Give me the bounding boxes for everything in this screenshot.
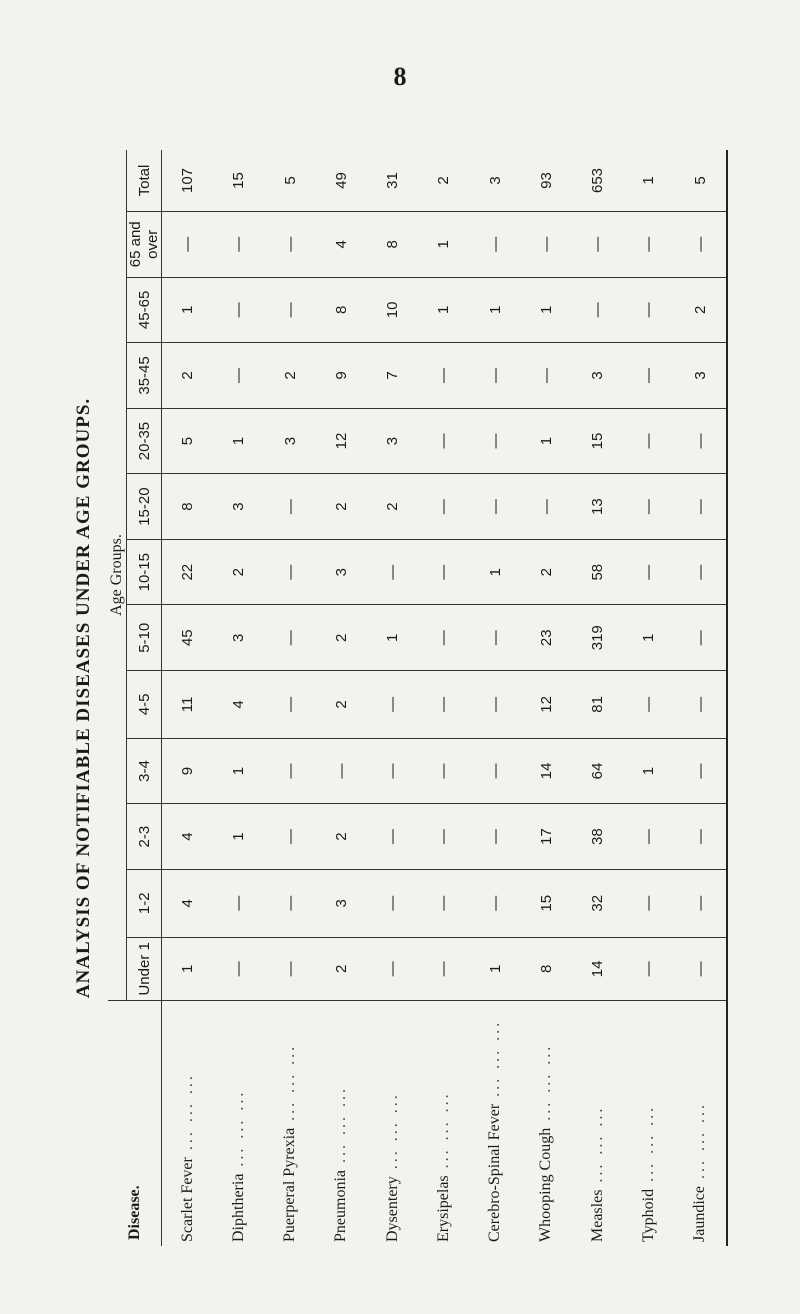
count-cell: — bbox=[213, 343, 264, 409]
count-cell: 2 bbox=[367, 474, 418, 540]
count-cell: — bbox=[521, 212, 572, 278]
count-cell: — bbox=[521, 343, 572, 409]
count-cell: 7 bbox=[367, 343, 418, 409]
disease-name-cell bbox=[521, 1001, 572, 1246]
count-cell: — bbox=[265, 804, 316, 870]
age-column-header: 4-5 bbox=[127, 671, 162, 739]
total-cell: 5 bbox=[675, 150, 727, 212]
count-cell: 3 bbox=[367, 408, 418, 474]
disease-name: Diphtheria bbox=[229, 1173, 247, 1242]
table-row bbox=[572, 150, 623, 1246]
count-cell: 22 bbox=[162, 539, 214, 605]
count-cell: — bbox=[623, 408, 674, 474]
table-row bbox=[367, 150, 418, 1246]
count-cell: 5 bbox=[162, 408, 214, 474]
dot-leader: ... ... ... bbox=[383, 1092, 401, 1177]
table-body bbox=[162, 150, 728, 1246]
count-cell: 2 bbox=[162, 343, 214, 409]
count-cell: — bbox=[675, 408, 727, 474]
count-cell: — bbox=[572, 277, 623, 343]
count-cell: — bbox=[572, 212, 623, 278]
total-cell: 31 bbox=[367, 150, 418, 212]
age-column-header: Under 1 bbox=[127, 937, 162, 1000]
count-cell: 9 bbox=[162, 738, 214, 804]
count-cell: 17 bbox=[521, 804, 572, 870]
count-cell: 13 bbox=[572, 474, 623, 540]
age-groups-header: Age Groups. bbox=[108, 150, 127, 1001]
disease-name-cell bbox=[265, 1001, 316, 1246]
rotated-table-frame bbox=[60, 150, 740, 1246]
disease-name: Pneumonia bbox=[332, 1170, 350, 1242]
count-cell: 2 bbox=[316, 605, 367, 671]
count-cell: — bbox=[675, 474, 727, 540]
count-cell: — bbox=[367, 539, 418, 605]
disease-name-cell bbox=[675, 1001, 727, 1246]
count-cell: 3 bbox=[316, 869, 367, 937]
count-cell: — bbox=[675, 937, 727, 1000]
count-cell: — bbox=[213, 937, 264, 1000]
count-cell: 3 bbox=[265, 408, 316, 474]
page-number: 8 bbox=[393, 62, 407, 91]
count-cell: 3 bbox=[675, 343, 727, 409]
count-cell: 2 bbox=[316, 804, 367, 870]
count-cell: — bbox=[265, 474, 316, 540]
table-row bbox=[418, 150, 469, 1246]
count-cell: — bbox=[265, 277, 316, 343]
age-column-header: Total bbox=[127, 150, 162, 212]
count-cell: 64 bbox=[572, 738, 623, 804]
count-cell: — bbox=[367, 671, 418, 739]
count-cell: — bbox=[470, 605, 521, 671]
count-cell: 14 bbox=[572, 937, 623, 1000]
count-cell: 8 bbox=[162, 474, 214, 540]
count-cell: 1 bbox=[213, 804, 264, 870]
count-cell: 8 bbox=[521, 937, 572, 1000]
count-cell: 23 bbox=[521, 605, 572, 671]
disease-name: Measles bbox=[588, 1189, 606, 1242]
age-column-header: 5-10 bbox=[127, 605, 162, 671]
count-cell: — bbox=[213, 277, 264, 343]
disease-name-cell bbox=[418, 1001, 469, 1246]
count-cell: — bbox=[675, 671, 727, 739]
count-cell: — bbox=[623, 539, 674, 605]
disease-name: Dysentery bbox=[383, 1176, 401, 1242]
count-cell: 14 bbox=[521, 738, 572, 804]
count-cell: — bbox=[265, 738, 316, 804]
count-cell: 1 bbox=[213, 408, 264, 474]
count-cell: — bbox=[675, 212, 727, 278]
count-cell: — bbox=[470, 869, 521, 937]
count-cell: — bbox=[367, 804, 418, 870]
disease-name-cell bbox=[213, 1001, 264, 1246]
count-cell: — bbox=[470, 474, 521, 540]
count-cell: 15 bbox=[521, 869, 572, 937]
disease-name: Whooping Cough bbox=[537, 1127, 555, 1242]
age-column-header: 2-3 bbox=[127, 804, 162, 870]
count-cell: 2 bbox=[316, 671, 367, 739]
analysis-table bbox=[108, 150, 728, 1246]
count-cell: 12 bbox=[521, 671, 572, 739]
count-cell: 38 bbox=[572, 804, 623, 870]
count-cell: 2 bbox=[265, 343, 316, 409]
count-cell: 4 bbox=[162, 804, 214, 870]
dot-leader: ... ... ... bbox=[178, 1073, 196, 1158]
dot-leader: ... ... ... bbox=[486, 1019, 504, 1104]
count-cell: 45 bbox=[162, 605, 214, 671]
count-cell: — bbox=[418, 804, 469, 870]
count-cell: — bbox=[623, 937, 674, 1000]
disease-name: Scarlet Fever bbox=[178, 1157, 196, 1242]
disease-name: Typhoid bbox=[639, 1188, 657, 1242]
count-cell: — bbox=[265, 212, 316, 278]
disease-name-cell bbox=[470, 1001, 521, 1246]
age-column-header: 10-15 bbox=[127, 539, 162, 605]
count-cell: — bbox=[265, 605, 316, 671]
count-cell: — bbox=[623, 804, 674, 870]
count-cell: 4 bbox=[162, 869, 214, 937]
dot-leader: ... ... ... bbox=[332, 1086, 350, 1170]
count-cell: 1 bbox=[470, 539, 521, 605]
count-cell: — bbox=[418, 671, 469, 739]
count-cell: 2 bbox=[316, 474, 367, 540]
count-cell: — bbox=[418, 605, 469, 671]
age-column-header: 45-65 bbox=[127, 277, 162, 343]
total-cell: 15 bbox=[213, 150, 264, 212]
count-cell: — bbox=[418, 408, 469, 474]
count-cell: 2 bbox=[316, 937, 367, 1000]
count-cell: 3 bbox=[213, 605, 264, 671]
count-cell: 4 bbox=[316, 212, 367, 278]
disease-name-cell bbox=[162, 1001, 214, 1246]
count-cell: 8 bbox=[367, 212, 418, 278]
count-cell: 10 bbox=[367, 277, 418, 343]
count-cell: — bbox=[265, 937, 316, 1000]
count-cell: — bbox=[470, 804, 521, 870]
total-cell: 2 bbox=[418, 150, 469, 212]
count-cell: — bbox=[265, 869, 316, 937]
table-row bbox=[265, 150, 316, 1246]
count-cell: — bbox=[470, 738, 521, 804]
table-title: ANALYSIS OF NOTIFIABLE DISEASES UNDER AGE GROUPS. bbox=[73, 397, 94, 999]
count-cell: 1 bbox=[213, 738, 264, 804]
count-cell: 58 bbox=[572, 539, 623, 605]
count-cell: — bbox=[521, 474, 572, 540]
dot-leader: ... ... ... bbox=[639, 1104, 657, 1189]
count-cell: 3 bbox=[213, 474, 264, 540]
count-cell: — bbox=[265, 671, 316, 739]
count-cell: 1 bbox=[162, 277, 214, 343]
count-cell: — bbox=[623, 671, 674, 739]
count-cell: 3 bbox=[316, 539, 367, 605]
count-cell: — bbox=[316, 738, 367, 804]
count-cell: 1 bbox=[418, 277, 469, 343]
count-cell: 9 bbox=[316, 343, 367, 409]
table-row bbox=[675, 150, 727, 1246]
count-cell: — bbox=[675, 738, 727, 804]
total-cell: 3 bbox=[470, 150, 521, 212]
count-cell: 12 bbox=[316, 408, 367, 474]
total-cell: 93 bbox=[521, 150, 572, 212]
age-column-header: 20-35 bbox=[127, 408, 162, 474]
count-cell: — bbox=[470, 408, 521, 474]
count-cell: — bbox=[213, 869, 264, 937]
total-cell: 107 bbox=[162, 150, 214, 212]
count-cell: — bbox=[623, 474, 674, 540]
disease-name: Cerebro-Spinal Fever bbox=[486, 1103, 504, 1242]
age-column-header: 35-45 bbox=[127, 343, 162, 409]
disease-name-cell bbox=[316, 1001, 367, 1246]
count-cell: 11 bbox=[162, 671, 214, 739]
count-cell: 2 bbox=[213, 539, 264, 605]
count-cell: 2 bbox=[675, 277, 727, 343]
table-row bbox=[162, 150, 214, 1246]
count-cell: — bbox=[418, 869, 469, 937]
count-cell: — bbox=[418, 738, 469, 804]
count-cell: — bbox=[162, 212, 214, 278]
dot-leader: ... ... ... bbox=[588, 1105, 606, 1190]
age-column-header: 15-20 bbox=[127, 474, 162, 540]
count-cell: — bbox=[213, 212, 264, 278]
count-cell: — bbox=[470, 671, 521, 739]
dot-leader: ... ... ... bbox=[434, 1091, 452, 1176]
count-cell: 1 bbox=[162, 937, 214, 1000]
table-row bbox=[470, 150, 521, 1246]
total-cell: 49 bbox=[316, 150, 367, 212]
count-cell: 1 bbox=[521, 277, 572, 343]
count-cell: 2 bbox=[521, 539, 572, 605]
count-cell: 1 bbox=[521, 408, 572, 474]
count-cell: 81 bbox=[572, 671, 623, 739]
dot-leader: ... ... ... bbox=[229, 1089, 247, 1174]
total-cell: 5 bbox=[265, 150, 316, 212]
age-column-header: 1-2 bbox=[127, 869, 162, 937]
count-cell: — bbox=[418, 937, 469, 1000]
age-column-header: 3-4 bbox=[127, 738, 162, 804]
count-cell: — bbox=[418, 474, 469, 540]
count-cell: 15 bbox=[572, 408, 623, 474]
count-cell: — bbox=[367, 869, 418, 937]
count-cell: 8 bbox=[316, 277, 367, 343]
count-cell: 3 bbox=[572, 343, 623, 409]
count-cell: — bbox=[623, 277, 674, 343]
count-cell: 1 bbox=[470, 277, 521, 343]
disease-name: Erysipelas bbox=[434, 1175, 452, 1242]
dot-leader: ... ... ... bbox=[691, 1102, 709, 1187]
count-cell: 1 bbox=[470, 937, 521, 1000]
rotated-content bbox=[60, 150, 740, 1246]
table-row bbox=[623, 150, 674, 1246]
disease-name-cell bbox=[623, 1001, 674, 1246]
count-cell: — bbox=[675, 539, 727, 605]
count-cell: 1 bbox=[418, 212, 469, 278]
count-cell: — bbox=[367, 937, 418, 1000]
count-cell: 1 bbox=[367, 605, 418, 671]
disease-column-header: Disease. bbox=[108, 1001, 162, 1246]
count-cell: — bbox=[265, 539, 316, 605]
count-cell: 4 bbox=[213, 671, 264, 739]
count-cell: — bbox=[675, 804, 727, 870]
count-cell: — bbox=[623, 869, 674, 937]
count-cell: — bbox=[675, 605, 727, 671]
count-cell: — bbox=[675, 869, 727, 937]
total-cell: 653 bbox=[572, 150, 623, 212]
disease-name: Jaundice bbox=[691, 1186, 709, 1242]
count-cell: — bbox=[418, 539, 469, 605]
count-cell: — bbox=[623, 343, 674, 409]
count-cell: — bbox=[470, 343, 521, 409]
dot-leader: ... ... ... bbox=[281, 1043, 299, 1128]
count-cell: — bbox=[418, 343, 469, 409]
count-cell: — bbox=[623, 212, 674, 278]
disease-name-cell bbox=[572, 1001, 623, 1246]
count-cell: 32 bbox=[572, 869, 623, 937]
age-column-header: 65 and over bbox=[127, 212, 162, 278]
count-cell: 1 bbox=[623, 605, 674, 671]
table-row bbox=[213, 150, 264, 1246]
count-cell: 1 bbox=[623, 738, 674, 804]
total-cell: 1 bbox=[623, 150, 674, 212]
table-row bbox=[521, 150, 572, 1246]
dot-leader: ... ... ... bbox=[537, 1043, 555, 1128]
disease-name: Puerperal Pyrexia bbox=[281, 1127, 299, 1242]
table-row bbox=[316, 150, 367, 1246]
count-cell: — bbox=[367, 738, 418, 804]
disease-name-cell bbox=[367, 1001, 418, 1246]
count-cell: — bbox=[470, 212, 521, 278]
count-cell: 319 bbox=[572, 605, 623, 671]
